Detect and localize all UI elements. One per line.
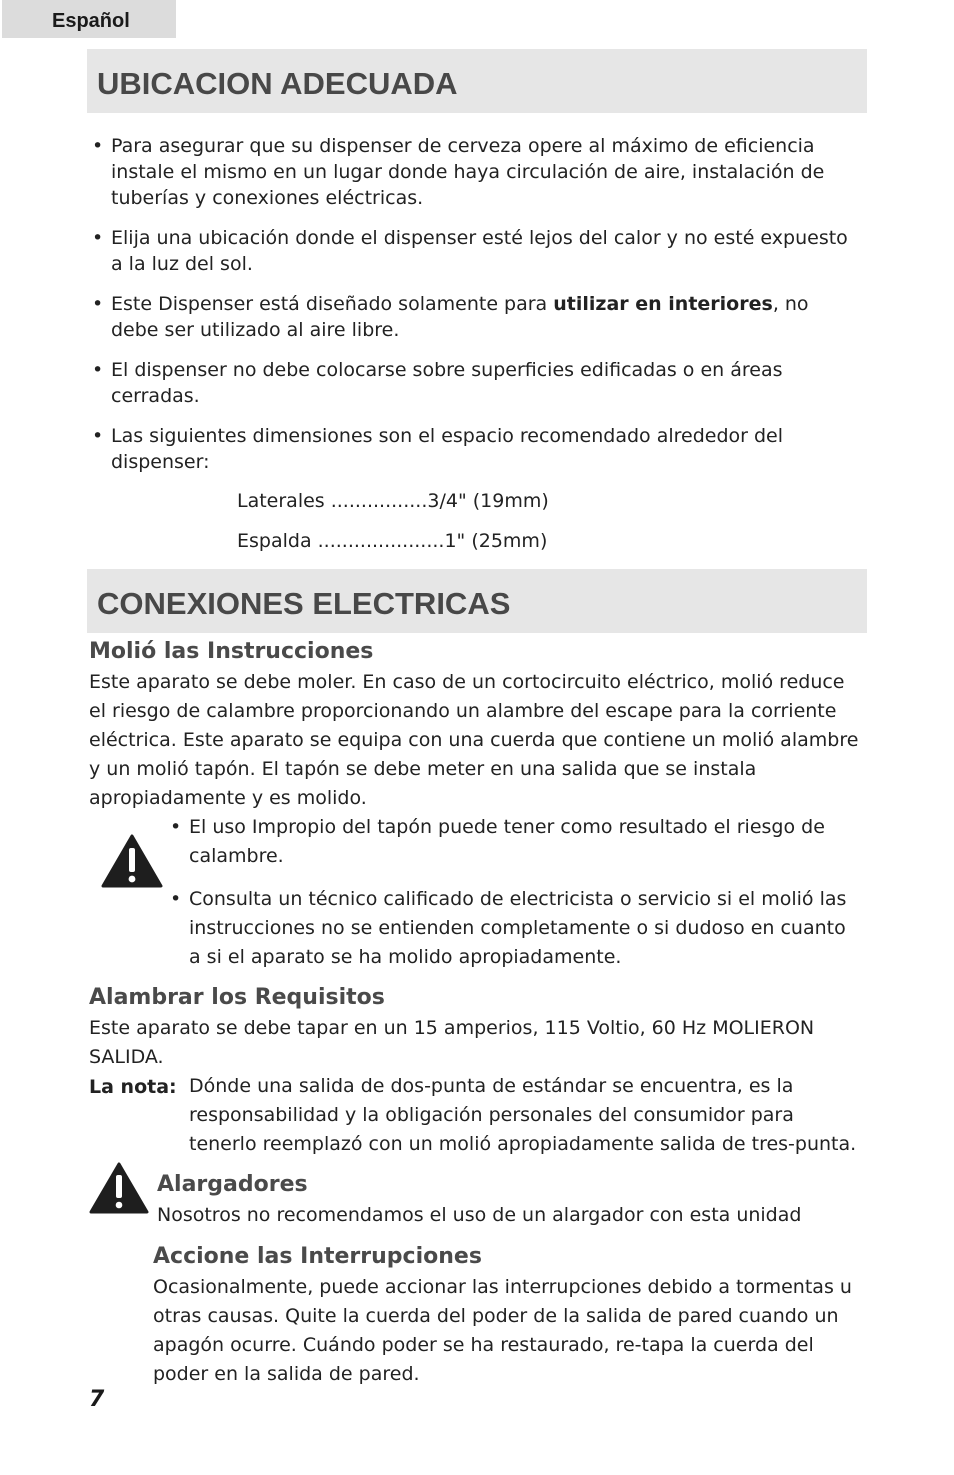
bullet-text: , no debe ser utilizado al aire libre. [111, 293, 809, 341]
page-number: 7 [89, 1387, 105, 1412]
note-label: La nota: [89, 1076, 177, 1098]
dimension-label: Laterales ................ [237, 490, 428, 512]
power-interruptions-paragraph: Ocasionalmente, puede accionar las interrupciones debido a tormentas u otras causas. Quite la cuerda del poder de la salida de pared cuando un apagón ocurre. Cuándo poder se ha restaurado, re-tapa la cuerda del poder en la salida de pared. [153, 1276, 852, 1385]
dimension-row-espalda [237, 528, 547, 554]
bullet-item: • Para asegurar que su dispenser de cerveza opere al máximo de eficiencia instale el mismo en un lugar donde haya circulación de aire, instalación de tuberías y conexiones eléctricas. [92, 133, 862, 211]
extension-paragraph: Nosotros no recomendamos el uso de un alargador con esta unidad [157, 1204, 802, 1226]
subheading-wiring: Alambrar los Requisitos [89, 985, 385, 1010]
bullet-item [92, 291, 862, 343]
bullet-item: • Las siguientes dimensiones son el espacio recomendado alrededor del dispenser: [92, 423, 862, 475]
dimension-value: 1" (25mm) [444, 530, 548, 552]
subheading-power-interruptions: Accione las Interrupciones [153, 1244, 482, 1269]
subheading-extension: Alargadores [157, 1172, 308, 1197]
bullet-bold-text: utilizar en interiores [553, 293, 773, 315]
grounding-warning-list [170, 813, 860, 972]
bullet-item: • El dispenser no debe colocarse sobre superficies edificadas o en áreas cerradas. [92, 357, 862, 409]
section-title-ubicacion: UBICACION ADECUADA [87, 49, 867, 113]
warning-triangle-icon [89, 1162, 149, 1214]
location-bullet-list [92, 133, 862, 489]
note-text: Dónde una salida de dos-punta de estándar se encuentra, es la responsabilidad y la obligación personales del consumidor para tenerlo reemplazó con un molió apropiadamente salida de tres-punta. [189, 1075, 857, 1155]
grounding-paragraph: Este aparato se debe moler. En caso de un cortocircuito eléctrico, molió reduce el riesgo de calambre proporcionando un alambre del escape para la corriente eléctrica. Este aparato se equipa con una cuerda que contiene un molió alambre y un molió tapón. El tapón se debe meter en una salida que se instala apropiadamente y es molido. [89, 671, 859, 809]
bullet-item: • Elija una ubicación donde el dispenser esté lejos del calor y no esté expuesto a la luz del sol. [92, 225, 862, 277]
dimension-value: 3/4" (19mm) [427, 490, 549, 512]
language-tab: Español [2, 0, 176, 38]
dimension-row-laterales [237, 488, 549, 514]
bullet-text: Este Dispenser está diseñado solamente para [111, 293, 554, 315]
wiring-paragraph: Este aparato se debe tapar en un 15 amperios, 115 Voltio, 60 Hz MOLIERON SALIDA. [89, 1017, 815, 1068]
warning-bullet: • El uso Impropio del tapón puede tener como resultado el riesgo de calambre. [170, 813, 860, 871]
warning-bullet: • Consulta un técnico calificado de electricista o servicio si el molió las instrucciones no se entienden completamente o si dudoso en cuanto a si el aparato se ha molido apropiadamente. [170, 885, 860, 972]
subheading-grounding: Molió las Instrucciones [89, 639, 374, 664]
warning-triangle-icon [101, 834, 163, 888]
dimension-label: Espalda ..................... [237, 530, 445, 552]
section-title-conexiones: CONEXIONES ELECTRICAS [87, 569, 867, 633]
